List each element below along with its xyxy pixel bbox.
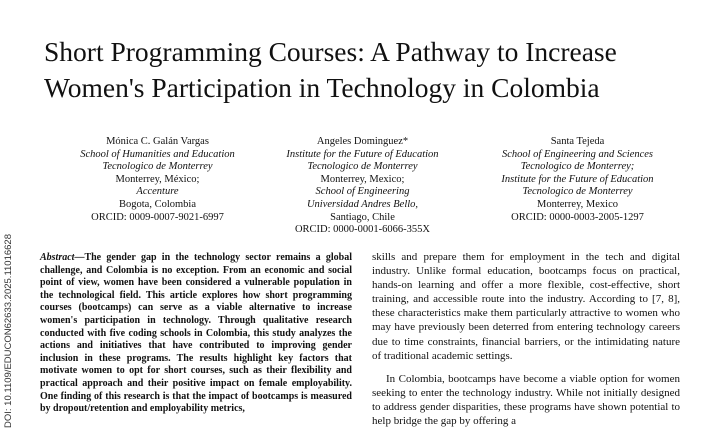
title-line-1: Short Programming Courses: A Pathway to Increase [44,36,617,67]
paper-title [44,34,704,106]
abstract-dash: — [74,252,85,263]
abstract-label: Abstract [40,252,75,263]
abstract [40,252,352,416]
author-name: Mónica C. Galán Vargas [106,136,209,147]
body-column-right [372,250,680,437]
body-paragraph-2: In Colombia, bootcamps have become a viable option for women seeking to enter the technology industry. While not initially designed to address gender disparities, these programs have shown potential to help bridge the gap by offering a [372,372,680,428]
author-affiliation-line: Tecnologico de Monterrey; [520,161,635,173]
author-affiliation-line: Institute for the Future of Education [286,148,439,160]
author-block-1 [50,136,265,224]
abstract-text: The gender gap in the technology sector remains a global challenge, and Colombia is no exception. From an economic and social point of view, women have been considered a vulnerable population in the technological field. This article explores how short programming courses (bootcamps) can serve as a viable alternative to increase women's participation in technology. Through qualitative research conducted with five coding schools in Colombia, this study analyzes the actions and initiatives that have contributed to improving gender inclusion in these programs. The results highlight key factors that motivate women to opt for short courses, such as their flexibility and practical approach and their positive impact on female employability. One finding of this research is that the impact of bootcamps is measured by dropout/retention and employability metrics, [40,252,352,415]
author-name: Angeles Dominguez* [316,136,409,147]
author-affiliation-line: Bogota, Colombia [119,198,196,210]
author-affiliation-line: School of Humanities and Education [80,148,235,160]
author-block-2 [250,136,475,237]
author-affiliation-line: Tecnologico de Monterrey [522,186,633,198]
author-affiliation-line: ORCID: 0000-0001-6066-355X [294,224,431,236]
doi-text: DOI: 10.1109/EDUCON62633.2025.11016628 [3,233,14,428]
body-paragraph-1: skills and prepare them for employment in the tech and digital industry. Unlike formal education, bootcamps focus on practical, hands-on learning and offer a more flexible, cost-effective, short training, and accessible route into the industry. According to [7, 8], these characteristics make them particularly attractive to women who may have previously been deterred from entering technology careers due to time constraints, financial barriers, or the intimidating nature of traditional academic settings. [372,251,680,362]
author-affiliation-line: School of Engineering and Sciences [501,148,654,160]
author-name: Santa Tejeda [550,136,605,147]
author-block-3 [470,136,685,224]
author-affiliation-line: Monterrey, Mexico [537,198,618,210]
title-line-2: Women's Participation in Technology in Colombia [44,72,600,103]
author-affiliation-line: Monterrey, Mexico; [320,173,405,185]
author-affiliation-line: ORCID: 0000-0003-2005-1297 [511,211,644,223]
author-affiliation-line: School of Engineering [315,186,410,198]
author-affiliation-line: Monterrey, México; [115,173,200,185]
author-affiliation-line: Tecnologico de Monterrey [307,161,418,173]
author-affiliation-line: ORCID: 0009-0007-9021-6997 [91,211,224,223]
author-affiliation-line: Santiago, Chile [330,211,395,223]
author-affiliation-line: Accenture [136,186,179,198]
author-affiliation-line: Universidad Andres Bello, [306,198,419,210]
author-affiliation-line: Tecnologico de Monterrey [102,161,213,173]
author-affiliation-line: Institute for the Future of Education [501,173,654,185]
doi-sidebar [2,170,14,430]
